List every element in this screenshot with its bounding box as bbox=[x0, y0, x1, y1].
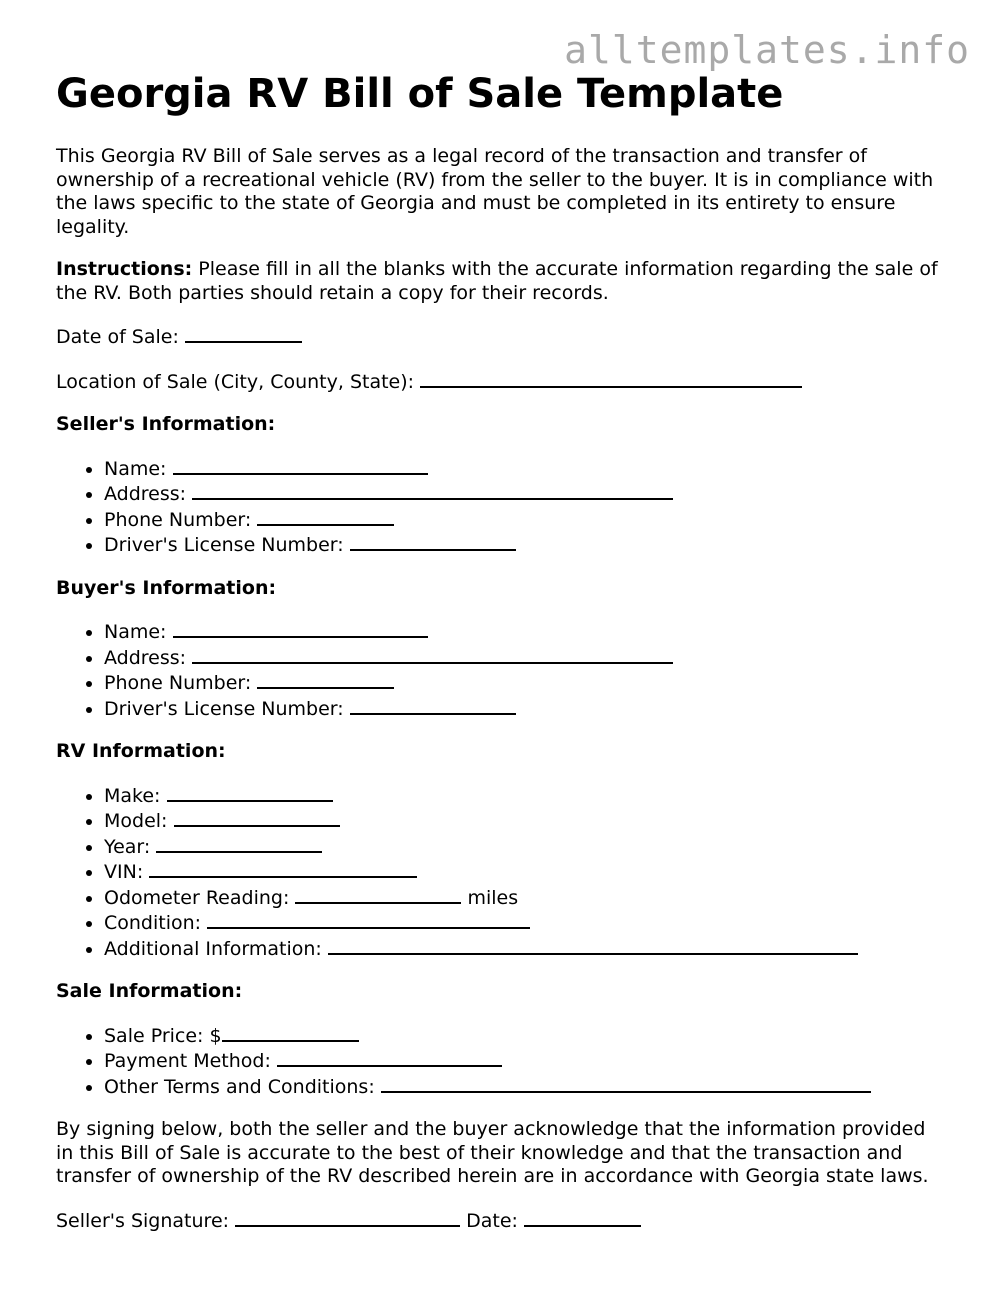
rv-make-item bbox=[104, 783, 946, 809]
rv-year-item bbox=[104, 834, 946, 860]
rv-make-label: Make: bbox=[104, 784, 167, 807]
acknowledgement-paragraph: By signing below, both the seller and the buyer acknowledge that the information provided in this Bill of Sale is accurate to the best of their knowledge and that the transaction and transfer of ownership of the RV described herein are in accordance with Georgia state laws. bbox=[56, 1118, 929, 1187]
sale-price-item bbox=[104, 1023, 946, 1049]
buyer-name-item bbox=[104, 619, 946, 645]
buyer-address-blank[interactable] bbox=[192, 645, 673, 664]
sale-terms-item bbox=[104, 1074, 946, 1100]
rv-odometer-unit: miles bbox=[461, 886, 519, 909]
seller-license-item bbox=[104, 532, 946, 558]
buyer-license-item bbox=[104, 696, 946, 722]
rv-odometer-label: Odometer Reading: bbox=[104, 886, 296, 909]
rv-condition-blank[interactable] bbox=[207, 910, 530, 929]
intro-paragraph: This Georgia RV Bill of Sale serves as a legal record of the transaction and transfer of ownership of a recreational vehicle (RV) from the seller to the buyer. It is in compliance with the laws specific to the state of Georgia and must be completed in its entirety to ensure legality. bbox=[56, 145, 934, 238]
seller-signature-label: Seller's Signature: bbox=[56, 1209, 236, 1232]
seller-name-item bbox=[104, 456, 946, 482]
buyer-license-blank[interactable] bbox=[350, 696, 516, 715]
date-of-sale-line bbox=[56, 324, 946, 350]
buyer-list bbox=[56, 619, 946, 721]
rv-vin-item bbox=[104, 859, 946, 885]
rv-additional-label: Additional Information: bbox=[104, 937, 328, 960]
sale-list bbox=[56, 1023, 946, 1100]
buyer-phone-blank[interactable] bbox=[257, 670, 394, 689]
signature-line bbox=[56, 1208, 946, 1234]
date-of-sale-label: Date of Sale: bbox=[56, 326, 185, 348]
sale-payment-label: Payment Method: bbox=[104, 1050, 277, 1072]
seller-license-blank[interactable] bbox=[350, 532, 516, 551]
sale-payment-blank[interactable] bbox=[277, 1048, 502, 1067]
rv-year-label: Year: bbox=[104, 835, 157, 858]
seller-heading: Seller's Information: bbox=[56, 413, 276, 435]
rv-vin-label: VIN: bbox=[104, 861, 150, 883]
rv-additional-blank[interactable] bbox=[328, 936, 858, 955]
sale-terms-blank[interactable] bbox=[381, 1074, 871, 1093]
instructions-paragraph bbox=[56, 258, 946, 305]
seller-address-item bbox=[104, 481, 946, 507]
buyer-name-blank[interactable] bbox=[173, 619, 428, 638]
instructions-text: Please fill in all the blanks with the accurate information regarding the sale of the RV. Both parties should retain a copy for their records. bbox=[56, 258, 938, 304]
date-of-sale-blank[interactable] bbox=[185, 324, 302, 343]
seller-name-blank[interactable] bbox=[173, 456, 428, 475]
page-title: Georgia RV Bill of Sale Template bbox=[56, 71, 784, 117]
seller-phone-label: Phone Number: bbox=[104, 508, 258, 531]
seller-address-blank[interactable] bbox=[192, 481, 673, 500]
rv-condition-label: Condition: bbox=[104, 912, 208, 934]
seller-license-label: Driver's License Number: bbox=[104, 534, 350, 556]
seller-phone-item bbox=[104, 507, 946, 533]
sale-terms-label: Other Terms and Conditions: bbox=[104, 1075, 381, 1098]
location-of-sale-line bbox=[56, 369, 946, 395]
buyer-phone-label: Phone Number: bbox=[104, 672, 258, 694]
buyer-heading: Buyer's Information: bbox=[56, 576, 277, 599]
sale-price-blank[interactable] bbox=[222, 1023, 359, 1042]
watermark: alltemplates.info bbox=[564, 28, 970, 72]
rv-condition-item bbox=[104, 910, 946, 936]
buyer-address-item bbox=[104, 645, 946, 671]
instructions-label: Instructions: bbox=[56, 258, 193, 280]
document-page bbox=[56, 70, 946, 1252]
sale-price-label: Sale Price: $ bbox=[104, 1024, 222, 1047]
rv-year-blank[interactable] bbox=[156, 834, 322, 853]
rv-model-item bbox=[104, 808, 946, 834]
rv-heading: RV Information: bbox=[56, 740, 226, 762]
rv-odometer-item bbox=[104, 885, 946, 911]
buyer-license-label: Driver's License Number: bbox=[104, 697, 350, 720]
rv-vin-blank[interactable] bbox=[149, 859, 417, 878]
rv-odometer-blank[interactable] bbox=[295, 885, 461, 904]
rv-make-blank[interactable] bbox=[167, 783, 333, 802]
seller-name-label: Name: bbox=[104, 457, 173, 480]
seller-phone-blank[interactable] bbox=[257, 507, 394, 526]
rv-model-blank[interactable] bbox=[174, 808, 340, 827]
sale-heading: Sale Information: bbox=[56, 980, 243, 1002]
rv-model-label: Model: bbox=[104, 810, 174, 832]
seller-list bbox=[56, 456, 946, 558]
buyer-phone-item bbox=[104, 670, 946, 696]
location-of-sale-blank[interactable] bbox=[420, 369, 802, 388]
signature-date-blank[interactable] bbox=[524, 1208, 641, 1227]
seller-address-label: Address: bbox=[104, 483, 193, 505]
signature-date-label: Date: bbox=[460, 1209, 524, 1232]
rv-additional-item bbox=[104, 936, 946, 962]
sale-payment-item bbox=[104, 1048, 946, 1074]
buyer-name-label: Name: bbox=[104, 621, 173, 643]
location-of-sale-label: Location of Sale (City, County, State): bbox=[56, 370, 421, 393]
seller-signature-blank[interactable] bbox=[235, 1208, 460, 1227]
buyer-address-label: Address: bbox=[104, 646, 193, 669]
rv-list bbox=[56, 783, 946, 962]
